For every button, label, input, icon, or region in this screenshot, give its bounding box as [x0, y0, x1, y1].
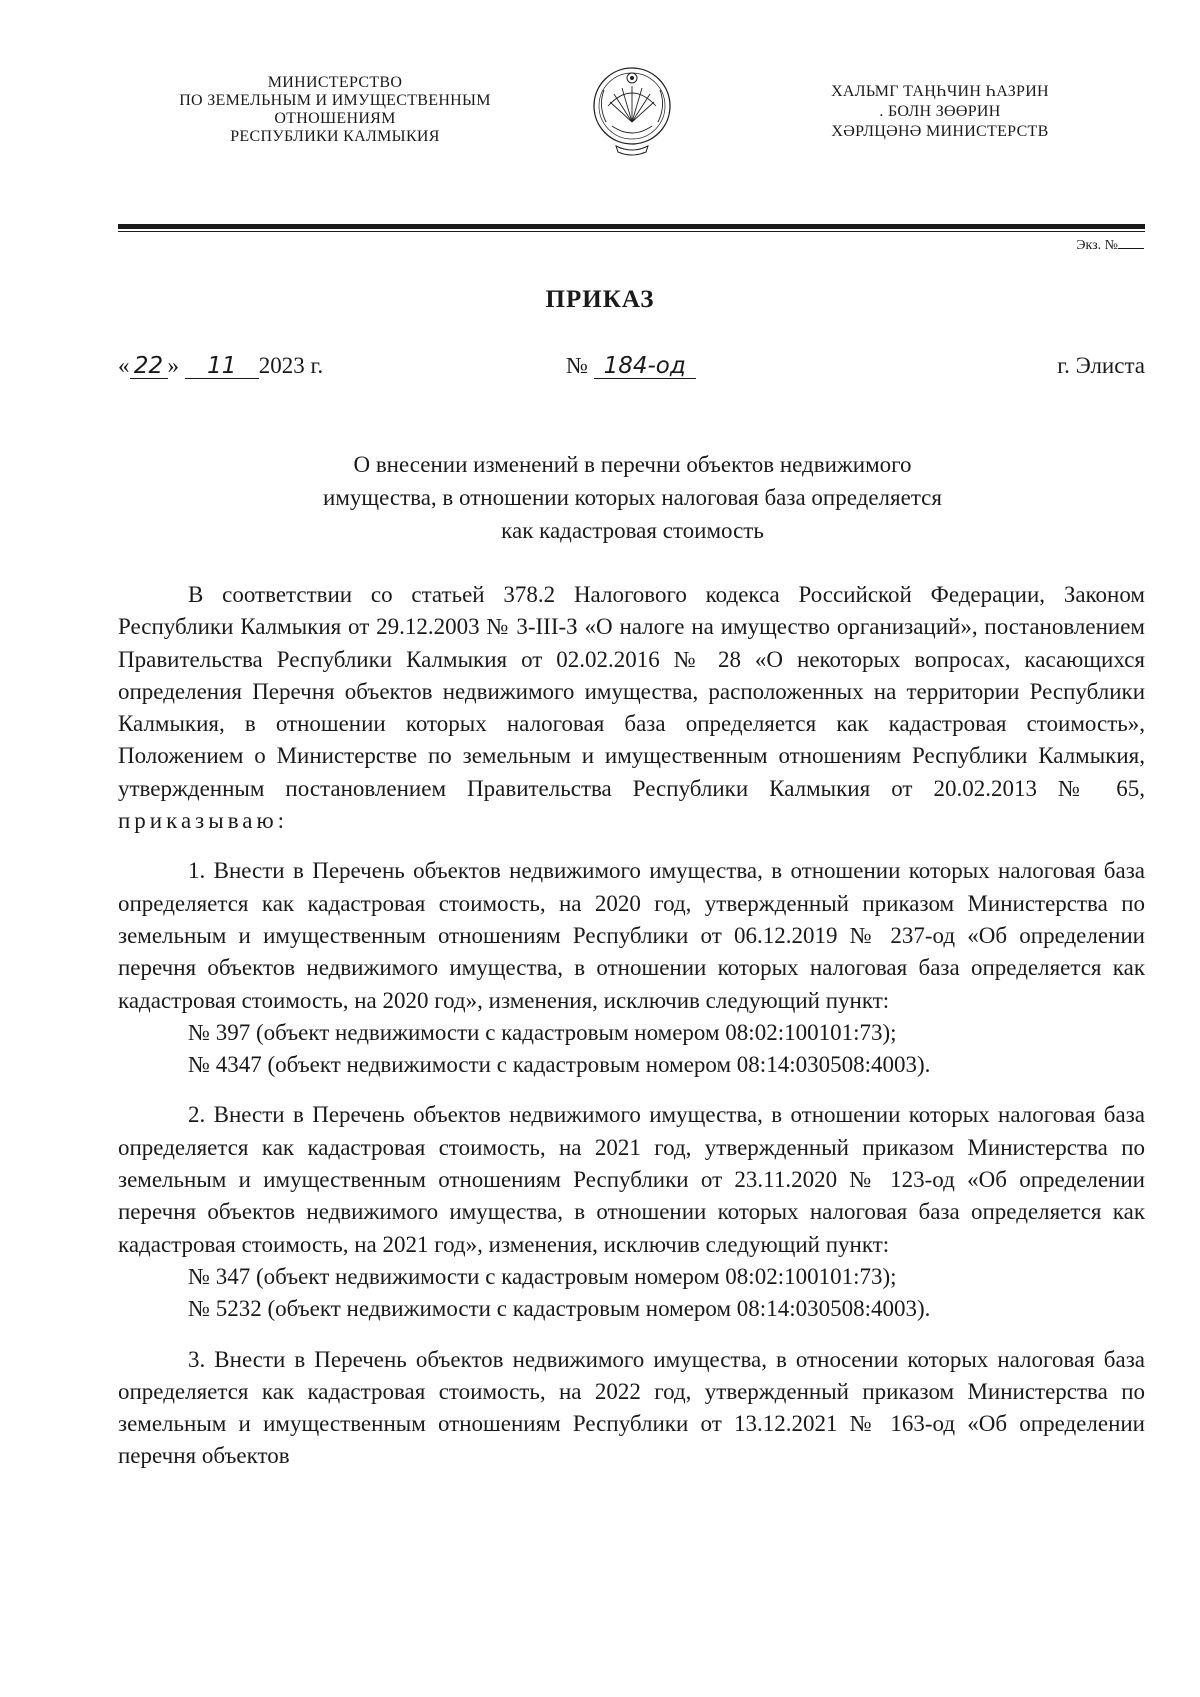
handwritten-order-number: 184-од	[594, 354, 696, 379]
header-right-line: ХӘРЛЦӘНӘ МИНИСТЕРСТВ	[831, 123, 1049, 140]
header-left-line: ОТНОШЕНИЯМ	[274, 110, 396, 127]
header-divider-thick	[118, 224, 1145, 229]
date-year: 2023 г.	[258, 353, 324, 378]
copy-number	[1076, 238, 1144, 254]
order-number	[566, 353, 696, 379]
header-right-line: ХАЛЬМГ ТАҢҺЧИН ҺАЗРИН	[831, 83, 1049, 100]
header-divider-thin	[118, 231, 1145, 232]
section-3-paragraph: 3. Внести в Перечень объектов недвижимого имущества, в отноcении которых налоговая база определяется как кадастровая стоимость, на 2022 год, утвержденный приказом Министерства по земельным и имущественным отношениям Республики от 13.12.2021 № 163-од «Об определении перечня объектов	[118, 1346, 1145, 1469]
subject-line: имущества, в отношении которых налоговая база определяется	[323, 485, 942, 510]
section-1-paragraph: 1. Внести в Перечень объектов недвижимого имущества, в отношении которых налоговая база определяется как кадастровая стоимость, на 2020 год, утвержденный приказом Министерства по земельным и имущественным отношениям Республики от 06.12.2019 № 237-од «Об определении перечня объектов недвижимого имущества, в отношении которых налоговая база определяется как кадастровая стоимость, на 2020 год», изменения, исключив следующий пункт:	[118, 858, 1145, 1013]
document-title: ПРИКАЗ	[545, 286, 655, 313]
header-left-line: МИНИСТЕРСТВО	[267, 74, 403, 91]
preamble-paragraph	[118, 579, 1145, 837]
section-1-item: № 4347 (объект недвижимости с кадастровым номером 08:14:030508:4003).	[188, 1052, 931, 1078]
section-2-item: № 347 (объект недвижимости с кадастровым номером 08:02:100101:73);	[188, 1263, 897, 1289]
order-body	[118, 579, 1145, 1473]
order-number-sign: №	[566, 353, 588, 378]
subject-line: как кадастровая стоимость	[501, 518, 764, 543]
ministry-name-russian	[150, 74, 520, 146]
header-left-line: РЕСПУБЛИКИ КАЛМЫКИЯ	[230, 128, 440, 145]
header-right-line: . БОЛН ЗӨӨРИН	[879, 103, 1001, 120]
copy-number-label: Экз. №	[1076, 238, 1118, 253]
date-quote-open: «	[118, 353, 130, 378]
order-city: г. Элиста	[1057, 353, 1145, 378]
handwritten-month: 11	[185, 354, 259, 379]
section-1-item: № 397 (объект недвижимости с кадастровым номером 08:02:100101:73);	[188, 1019, 897, 1045]
date-quote-close: »	[167, 353, 179, 378]
section-2-item: № 5232 (объект недвижимости с кадастровым номером 08:14:030508:4003).	[188, 1296, 931, 1322]
order-date	[118, 353, 323, 379]
copy-number-blank	[1118, 248, 1144, 249]
section-2-paragraph: 2. Внести в Перечень объектов недвижимого имущества, в отношении которых налоговая база определяется как кадастровая стоимость, на 2021 год, утвержденный приказом Министерства по земельным и имущественным отношениям Республики от 23.11.2020 № 123-од «Об определении перечня объектов недвижимого имущества, в отношении которых налоговая база определяется как кадастровая стоимость, на 2021 год», изменения, исключив следующий пункт:	[118, 1102, 1145, 1257]
order-word: приказываю:	[118, 808, 289, 834]
subject-line: О внесении изменений в перечни объектов недвижимого	[353, 452, 912, 477]
header-left-line: ПО ЗЕМЕЛЬНЫМ И ИМУЩЕСТВЕННЫМ	[179, 92, 491, 109]
order-subject	[200, 448, 1065, 547]
coat-of-arms-emblem-icon	[584, 60, 680, 160]
preamble-text: В соответствии со статьей 378.2 Налогового кодекса Российской Федерации, Законом Республики Калмыкия от 29.12.2003 № 3-III-З «О налоге на имущество организаций», постановлением Правительства Республики Калмыкия от 02.02.2016 № 28 «О некоторых вопросах, касающихся определения Перечня объектов недвижимого имущества, расположенных на территории Республики Калмыкия, в отношении которых налоговая база определяется как кадастровая стоимость», Положением о Министерстве по земельным и имущественным отношениям Республики Калмыкия, утвержденным постановлением Правительства Республики Калмыкия от 20.02.2013 № 65,	[118, 582, 1145, 801]
order-details-row	[118, 353, 1145, 393]
handwritten-day: 22	[130, 354, 168, 379]
ministry-name-kalmyk	[790, 82, 1090, 142]
